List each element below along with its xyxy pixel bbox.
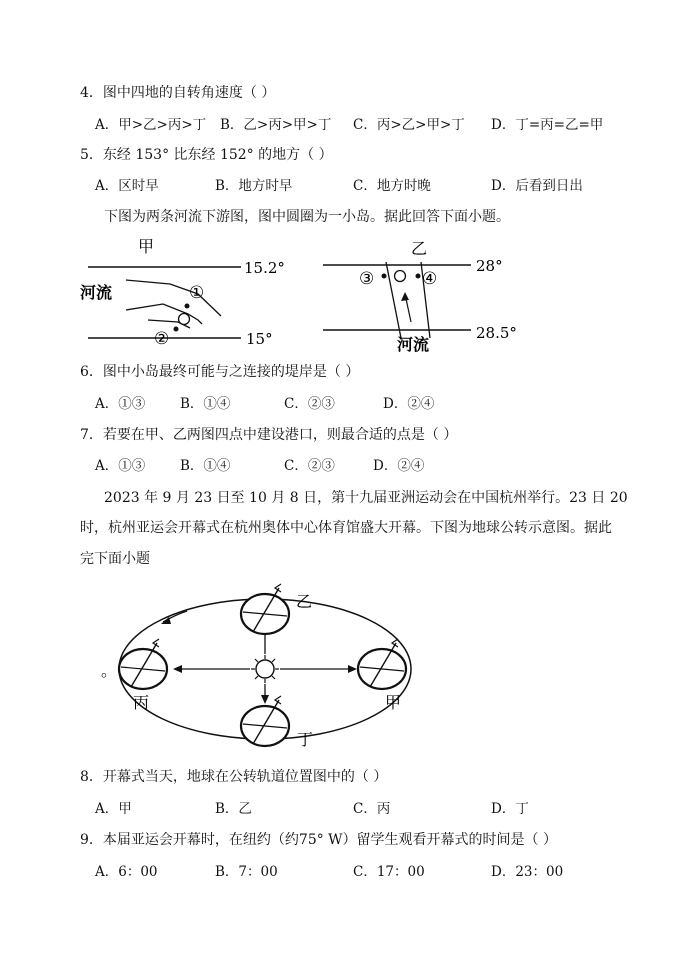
q9-option-a: A．6：00 [95, 864, 158, 880]
orbit-label-right: 甲 [385, 693, 402, 712]
q9-option-c: C．17：00 [353, 864, 425, 880]
asian-games-intro-line-2: 时，杭州亚运会开幕式在杭州奥体中心体育馆盛大开幕。下图为地球公转示意图。据此 [80, 520, 612, 536]
island-right [395, 271, 406, 282]
point-4-dot [416, 274, 421, 279]
river-right-name: 乙 [411, 239, 428, 258]
q9-option-d: D．23：00 [491, 864, 564, 880]
question-7-stem: 7．若要在甲、乙两图四点中建设港口，则最合适的点是（ ） [80, 427, 458, 443]
orbit-label-left: 丙 [133, 693, 150, 712]
river-left-lat-bottom: 15° [246, 330, 273, 348]
river-left-label: 河流 [80, 283, 113, 302]
river-figure [78, 232, 538, 356]
stray-mark: 。 [101, 661, 118, 680]
q7-option-b: B．①④ [180, 458, 231, 474]
orbit-figure [95, 580, 425, 755]
q8-option-c: C．丙 [353, 801, 391, 817]
asian-games-intro-line-1: 2023 年 9 月 23 日至 10 月 8 日，第十九届亚洲运动会在中国杭州举行。23 日 20 [104, 490, 628, 506]
island-left [179, 314, 190, 325]
river-left-lat-top: 15.2° [244, 259, 285, 277]
q7-option-c: C．②③ [284, 458, 335, 474]
asian-games-intro-line-3: 完下面小题 [80, 551, 150, 567]
point-4-label: ④ [422, 269, 438, 289]
point-1-label: ① [189, 283, 205, 303]
q4-option-b: B．乙>丙>甲>丁 [220, 117, 332, 133]
q5-option-d: D．后看到日出 [491, 178, 583, 194]
river-right-label: 河流 [397, 335, 430, 354]
question-4-stem: 4．图中四地的自转角速度（ ） [80, 85, 276, 101]
q6-option-a: A．①③ [95, 396, 146, 412]
q7-option-d: D．②④ [373, 458, 425, 474]
q6-option-b: B．①④ [180, 396, 231, 412]
point-3-label: ③ [359, 269, 375, 289]
q8-option-a: A．甲 [95, 801, 132, 817]
river-right-lat-top: 28° [476, 257, 503, 275]
river-left-name: 甲 [138, 237, 155, 256]
point-2-label: ② [154, 329, 170, 349]
q6-option-d: D．②④ [383, 396, 435, 412]
q9-option-b: B．7：00 [215, 864, 278, 880]
q5-option-b: B．地方时早 [215, 178, 293, 194]
river-left-bank-upper [126, 280, 221, 316]
question-9-stem: 9．本届亚运会开幕时，在纽约（约75° W）留学生观看开幕式的时间是（ ） [80, 832, 558, 848]
q8-option-d: D．丁 [491, 801, 529, 817]
point-3-dot [382, 274, 387, 279]
q6-option-c: C．②③ [284, 396, 335, 412]
point-2-dot [174, 327, 179, 332]
river-right-lat-bottom: 28.5° [476, 324, 517, 342]
earth-right-icon [358, 639, 406, 689]
q7-option-a: A．①③ [95, 458, 146, 474]
q5-option-a: A．区时早 [95, 178, 159, 194]
q8-option-b: B．乙 [215, 801, 252, 817]
orbit-label-bottom: 丁 [297, 730, 314, 749]
sun-icon [251, 655, 279, 683]
question-8-stem: 8．开幕式当天，地球在公转轨道位置图中的（ ） [80, 769, 388, 785]
earth-top-icon [241, 584, 289, 634]
orbit-label-top: 乙 [296, 592, 313, 611]
point-1-dot [185, 304, 190, 309]
q4-option-d: D．丁=丙=乙=甲 [491, 117, 604, 133]
q4-option-a: A．甲>乙>丙>丁 [95, 117, 207, 133]
river-intro: 下图为两条河流下游图，图中圆圈为一小岛。据此回答下面小题。 [104, 209, 510, 225]
question-5-stem: 5．东经 153° 比东经 152° 的地方（ ） [80, 147, 333, 163]
question-6-stem: 6．图中小岛最终可能与之连接的堤岸是（ ） [80, 364, 360, 380]
river-right-flow-arrowhead [401, 292, 409, 301]
q4-option-c: C．丙>乙>甲>丁 [353, 117, 465, 133]
q5-option-c: C．地方时晚 [353, 178, 431, 194]
